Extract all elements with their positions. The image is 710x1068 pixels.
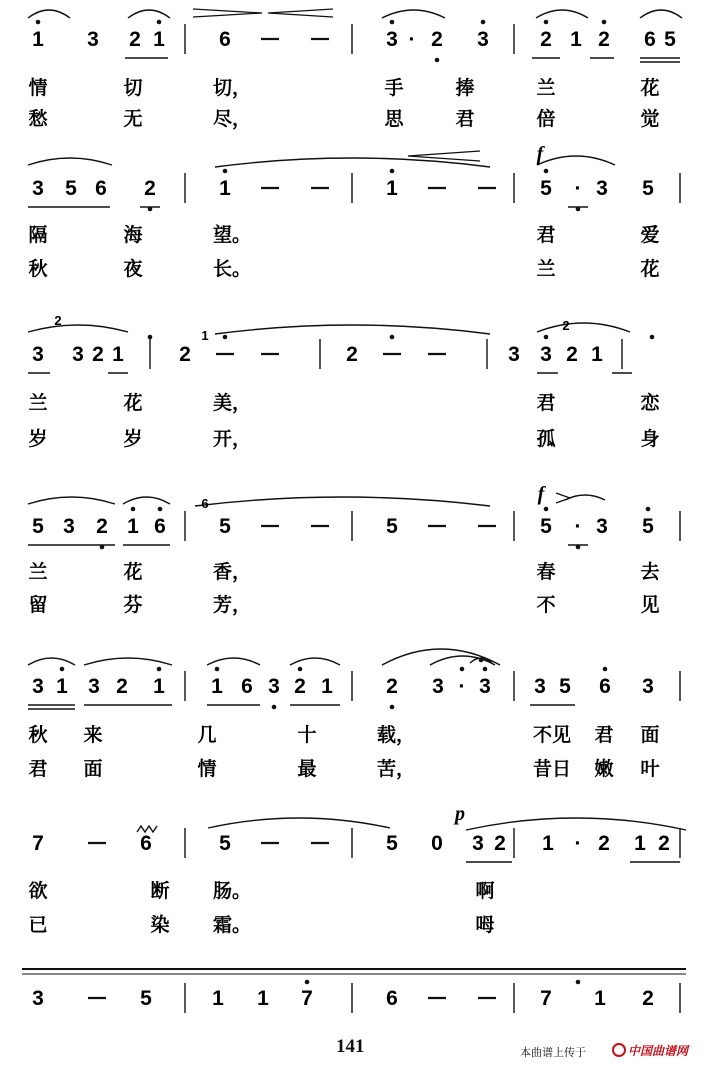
slur: [28, 658, 75, 665]
octave-dot: [223, 169, 228, 174]
note: 1: [570, 28, 582, 51]
lyric-verse2: 倍: [536, 108, 556, 130]
lyric-verse2: 秋: [28, 258, 48, 280]
lyric-verse2: 兰: [536, 258, 556, 280]
crescendo-hairpin: [268, 9, 333, 17]
octave-dot: [60, 667, 65, 672]
note: 3: [472, 832, 484, 855]
lyric-verse1: 爱: [640, 224, 660, 246]
note: 1: [257, 987, 269, 1010]
octave-dot: [602, 20, 607, 25]
page-number: 141: [336, 1036, 365, 1057]
octave-dot: [298, 667, 303, 672]
note: 1: [153, 28, 165, 51]
slur: [537, 323, 630, 332]
note: ·: [458, 675, 466, 698]
lyric-verse1: 不见: [532, 724, 572, 746]
note: 2: [494, 832, 506, 855]
lyric-verse2: 芳，: [212, 594, 252, 616]
lyric-verse1: 载，: [376, 724, 416, 746]
lyric-verse1: 捧: [455, 77, 475, 99]
note: 5: [32, 515, 44, 538]
lyric-verse1: 花: [123, 561, 143, 583]
note: 1: [386, 177, 398, 200]
lyric-verse1: 兰: [28, 561, 48, 583]
note: 1: [127, 515, 139, 538]
lyric-verse2: 最: [297, 758, 317, 780]
lyric-verse2: 叶: [640, 758, 660, 780]
note: 3: [32, 177, 44, 200]
lyric-verse1: 花: [123, 392, 143, 414]
lyric-verse2: 尽，: [212, 108, 252, 130]
octave-dot: [460, 667, 465, 672]
slur: [382, 649, 500, 665]
note: 3: [32, 987, 44, 1010]
lyric-verse2: 霜。: [212, 914, 252, 936]
octave-dot: [479, 658, 484, 663]
note: 5: [540, 177, 552, 200]
note: 1: [321, 675, 333, 698]
note: 5: [219, 515, 231, 538]
lyric-verse1: 香，: [212, 561, 252, 583]
note: 3: [386, 28, 398, 51]
note: ·: [408, 28, 416, 51]
note: 6: [644, 28, 656, 51]
octave-dot: [390, 705, 395, 710]
note: 6: [219, 28, 231, 51]
slur: [207, 658, 260, 665]
note: 6: [140, 832, 152, 855]
note: 3: [32, 675, 44, 698]
note: ·: [574, 832, 582, 855]
lyric-verse2: 岁: [28, 428, 48, 450]
lyric-verse1: 望。: [212, 224, 252, 246]
note: 3: [642, 675, 654, 698]
slur: [28, 158, 112, 165]
note: 5: [386, 832, 398, 855]
lyric-verse1: 情: [28, 77, 48, 99]
dynamic-forte: f: [537, 483, 545, 505]
lyric-verse2: 无: [123, 108, 143, 130]
lyric-verse2: 嫩: [594, 758, 614, 780]
lyric-verse1: 君: [594, 724, 614, 746]
decrescendo-hairpin: [193, 9, 262, 17]
note: 2: [96, 515, 108, 538]
note: 3: [479, 675, 491, 698]
note: 3: [63, 515, 75, 538]
lyric-verse2: 呣: [475, 914, 495, 936]
lyric-verse2: 昔日: [532, 758, 572, 780]
slur: [128, 10, 170, 18]
note: 3: [540, 343, 552, 366]
note: 2: [598, 28, 610, 51]
note: 6: [95, 177, 107, 200]
note: 2: [598, 832, 610, 855]
slur: [208, 818, 390, 828]
note: 7: [32, 832, 44, 855]
lyric-verse1: 兰: [536, 77, 556, 99]
note: 5: [559, 675, 571, 698]
slur: [290, 658, 340, 665]
octave-dot: [390, 20, 395, 25]
note: 5: [664, 28, 676, 51]
slur: [28, 325, 128, 332]
slur: [565, 495, 605, 500]
lyric-verse2: 君: [28, 758, 48, 780]
lyric-verse1: 切: [123, 77, 143, 99]
slur: [123, 497, 170, 504]
note: 2: [144, 177, 156, 200]
lyric-verse1: 君: [536, 392, 556, 414]
lyric-verse1: 断: [150, 880, 170, 902]
octave-dot: [603, 667, 608, 672]
octave-dot: [390, 169, 395, 174]
site-name: 中国曲谱网: [628, 1044, 689, 1058]
lyric-verse2: 夜: [123, 258, 143, 280]
note: 1: [56, 675, 68, 698]
site-logo-icon: [612, 1043, 626, 1057]
lyric-verse2: 觉: [640, 108, 660, 130]
note: 6: [599, 675, 611, 698]
lyric-verse2: 花: [640, 258, 660, 280]
octave-dot: [148, 335, 153, 340]
octave-dot: [650, 335, 655, 340]
note: 3: [432, 675, 444, 698]
note: 2: [540, 28, 552, 51]
lyric-verse2: 面: [83, 758, 103, 780]
octave-dot: [36, 20, 41, 25]
slur: [215, 325, 490, 334]
upload-credit: 本曲谱上传于: [520, 1046, 586, 1059]
note: 6: [386, 987, 398, 1010]
lyric-verse1: 切，: [212, 77, 252, 99]
grace-note: 2: [54, 313, 62, 328]
lyric-verse2: 已: [28, 914, 48, 936]
note: 3: [72, 343, 84, 366]
lyric-verse1: 恋: [640, 392, 660, 414]
note: 1: [591, 343, 603, 366]
note: 5: [219, 832, 231, 855]
lyric-verse2: 芬: [123, 594, 143, 616]
octave-dot: [544, 335, 549, 340]
lyric-verse2: 君: [455, 108, 475, 130]
note: 2: [129, 28, 141, 51]
octave-dot: [158, 507, 163, 512]
lyric-verse1: 君: [536, 224, 556, 246]
lyric-verse1: 去: [640, 561, 660, 583]
octave-dot: [544, 20, 549, 25]
lyric-verse2: 长。: [212, 258, 252, 280]
note: 6: [154, 515, 166, 538]
lyric-verse1: 花: [640, 77, 660, 99]
slur: [195, 497, 490, 506]
note: 1: [219, 177, 231, 200]
site-logo[interactable]: [612, 1042, 688, 1059]
octave-dot: [483, 667, 488, 672]
lyric-verse1: 肠。: [212, 880, 252, 902]
octave-dot: [481, 20, 486, 25]
octave-dot: [272, 705, 277, 710]
octave-dot: [305, 980, 310, 985]
note: 7: [540, 987, 552, 1010]
octave-dot: [544, 507, 549, 512]
lyric-verse2: 身: [640, 428, 660, 450]
dynamic-piano: p: [455, 803, 465, 825]
octave-dot: [435, 58, 440, 63]
lyric-verse1: 面: [640, 724, 660, 746]
lyric-verse2: 愁: [28, 108, 48, 130]
slur: [382, 10, 445, 18]
octave-dot: [223, 335, 228, 340]
note: 5: [65, 177, 77, 200]
slur: [640, 10, 682, 18]
note: 3: [508, 343, 520, 366]
note: 5: [642, 515, 654, 538]
note: 2: [92, 343, 104, 366]
lyric-verse2: 开，: [212, 428, 252, 450]
lyric-verse1: 欲: [28, 880, 48, 902]
lyric-verse2: 不: [536, 594, 556, 616]
lyric-verse1: 啊: [475, 880, 495, 902]
note: 1: [112, 343, 124, 366]
note: 1: [594, 987, 606, 1010]
note: 1: [211, 675, 223, 698]
slur: [28, 10, 70, 18]
lyric-verse1: 隔: [28, 224, 48, 246]
slur: [28, 497, 115, 504]
lyric-verse1: 海: [123, 224, 143, 246]
note: 7: [301, 987, 313, 1010]
note: 2: [346, 343, 358, 366]
lyric-verse1: 兰: [28, 392, 48, 414]
lyric-verse2: 染: [150, 914, 170, 936]
note: 3: [596, 177, 608, 200]
octave-dot: [215, 667, 220, 672]
slur: [537, 156, 615, 165]
lyric-verse2: 苦，: [376, 758, 416, 780]
octave-dot: [157, 20, 162, 25]
note: ·: [574, 177, 582, 200]
note: 1: [153, 675, 165, 698]
slur: [466, 818, 686, 830]
slur: [84, 658, 172, 665]
dynamic-forte: f: [536, 143, 544, 165]
note: 1: [542, 832, 554, 855]
lyric-verse1: 几: [197, 724, 217, 746]
octave-dot: [157, 667, 162, 672]
lyric-verse1: 春: [536, 561, 556, 583]
lyric-verse2: 情: [197, 758, 217, 780]
lyric-verse2: 见: [640, 594, 660, 616]
note: 2: [179, 343, 191, 366]
note: 3: [268, 675, 280, 698]
note: 3: [32, 343, 44, 366]
note: 3: [87, 28, 99, 51]
lyric-verse2: 孤: [536, 428, 556, 450]
note: 1: [634, 832, 646, 855]
note: 2: [386, 675, 398, 698]
octave-dot: [131, 507, 136, 512]
lyric-verse2: 岁: [123, 428, 143, 450]
octave-dot: [576, 980, 581, 985]
note: 5: [540, 515, 552, 538]
lyric-verse1: 美，: [212, 392, 252, 414]
note: 3: [88, 675, 100, 698]
note: 1: [212, 987, 224, 1010]
octave-dot: [646, 507, 651, 512]
note: 6: [241, 675, 253, 698]
note: 2: [431, 28, 443, 51]
lyric-verse2: 思: [384, 108, 404, 130]
grace-note: 2: [562, 318, 570, 333]
octave-dot: [390, 335, 395, 340]
note: 2: [658, 832, 670, 855]
note: 5: [386, 515, 398, 538]
lyric-verse1: 来: [83, 724, 103, 746]
note: 2: [642, 987, 654, 1010]
lyric-verse1: 秋: [28, 724, 48, 746]
note: 5: [140, 987, 152, 1010]
grace-note: 6: [201, 496, 209, 511]
note: 3: [534, 675, 546, 698]
note: 5: [642, 177, 654, 200]
note: 3: [596, 515, 608, 538]
lyric-verse2: 留: [28, 594, 48, 616]
note: 0: [431, 832, 443, 855]
note: 2: [116, 675, 128, 698]
lyric-verse1: 手: [384, 77, 404, 99]
note: ·: [574, 515, 582, 538]
note: 2: [566, 343, 578, 366]
octave-dot: [544, 169, 549, 174]
note: 2: [294, 675, 306, 698]
note: 1: [32, 28, 44, 51]
note: 3: [477, 28, 489, 51]
grace-note: 1: [201, 328, 209, 343]
lyric-verse1: 十: [297, 724, 317, 746]
slur: [536, 10, 588, 18]
